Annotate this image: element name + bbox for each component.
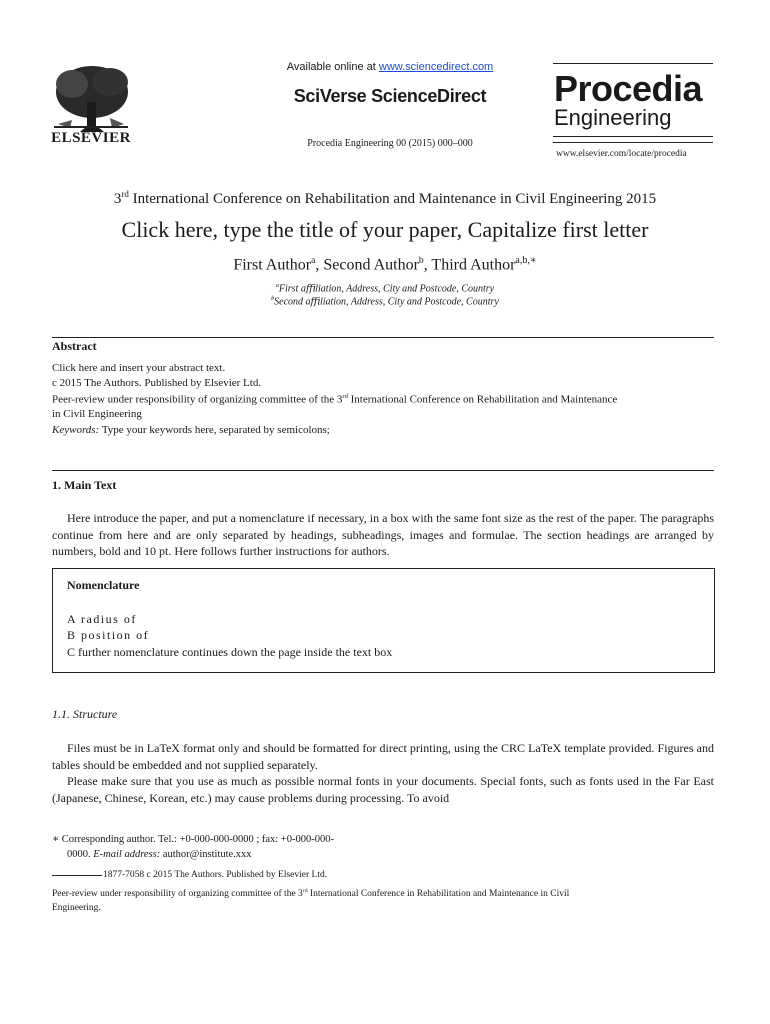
procedia-rule xyxy=(553,136,713,137)
procedia-url[interactable]: www.elsevier.com/locate/procedia xyxy=(556,149,687,159)
conference-number: 3 xyxy=(113,191,122,207)
structure-paragraph-2: Please make sure that you use as much as possible normal fonts in your documents. Special fonts, such as fonts used in the Far East (Japanese, Chinese, Korean, etc.) may cause problems during processing. To avoid xyxy=(52,774,714,805)
abstract-heading: Abstract xyxy=(52,339,97,353)
footer-peer-review xyxy=(52,884,692,915)
author-list xyxy=(40,255,730,274)
footnote-line-2 xyxy=(52,847,472,862)
paper-title[interactable]: Click here, type the title of your paper, Capitalize first letter xyxy=(121,217,649,242)
peer-review-line-2: in Civil Engineering xyxy=(52,408,142,420)
peer-review-line xyxy=(52,393,717,406)
footnote-line-1: ∗ Corresponding author. Tel.: +0-000-000-0000 ; fax: +0-000-000- xyxy=(52,834,334,845)
journal-citation: Procedia Engineering 00 (2015) 000–000 xyxy=(307,138,473,149)
affiliation-2-sup: b xyxy=(271,296,275,302)
footer-peer-prefix: Peer-review under responsibility of organizing committee of the 3 xyxy=(52,889,303,900)
keywords-text[interactable]: Type your keywords here, separated by semicolons; xyxy=(99,424,330,436)
conference-sup: rd xyxy=(121,189,129,199)
author-2-sup: b xyxy=(418,255,424,266)
footnote-fax-end: 0000. xyxy=(67,849,91,860)
footer-rule xyxy=(52,875,102,876)
sciencedirect-link[interactable]: www.sciencedirect.com xyxy=(378,61,494,73)
keywords-label: Keywords: xyxy=(52,424,100,436)
author-3: , Third Author xyxy=(423,256,516,274)
copyright-line: c 2015 The Authors. Published by Elsevier Ltd. xyxy=(52,377,262,389)
author-3-sup: a,b,∗ xyxy=(515,255,537,266)
peer-review-sup: rd xyxy=(342,393,348,400)
footer-peer-line-2: Engineering. xyxy=(52,903,101,914)
keywords-line xyxy=(52,424,717,436)
abstract-text[interactable]: Click here and insert your abstract text. xyxy=(52,362,226,374)
footer-peer-rest: International Conference in Rehabilitation and Maintenance in Civil xyxy=(307,889,570,900)
email-address[interactable]: author@institute.xxx xyxy=(160,849,252,860)
affiliation-1-text: First aﬃliation, Address, City and Postcode, Country xyxy=(278,283,495,295)
corresponding-author-footnote xyxy=(52,832,472,862)
sciverse-logo-text: SciVerse ScienceDirect xyxy=(293,86,487,106)
affiliation-1-sup: a xyxy=(275,283,279,289)
procedia-top-rule xyxy=(553,63,713,64)
procedia-rule xyxy=(553,142,713,143)
author-2: , Second Author xyxy=(315,256,419,274)
conference-rest: International Conference on Rehabilitation and Maintenance in Civil Engineering 2015 xyxy=(128,191,657,207)
elsevier-wordmark: ELSEVIER xyxy=(51,130,131,146)
email-label: E-mail address: xyxy=(90,849,161,860)
peer-review-prefix: Peer-review under responsibility of organizing committee of the 3 xyxy=(52,393,343,406)
affiliation-2-text: Second aﬃliation, Address, City and Postcode, Country xyxy=(274,296,499,308)
main-rule xyxy=(52,470,714,471)
abstract-rule xyxy=(52,337,714,338)
available-online xyxy=(200,61,580,73)
section-heading-main-text: 1. Main Text xyxy=(52,478,117,492)
subsection-heading-structure: 1.1. Structure xyxy=(52,707,118,721)
nomenclature-heading: Nomenclature xyxy=(67,578,140,592)
author-1-sup: a xyxy=(311,255,316,266)
issn-line: 1877-7058 c 2015 The Authors. Published by Elsevier Ltd. xyxy=(103,870,328,880)
author-1: First Author xyxy=(233,256,312,274)
main-paragraph: Here introduce the paper, and put a nomenclature if necessary, in a box with the same font size as the rest of the paper. The paragraphs continue from here and are only separated by headings, subheadings, images and formulae. The section headings are arranged by numbers, bold and 10 pt. Here follows further instructions for authors. xyxy=(52,511,714,558)
nomenclature-item: C further nomenclature continues down the page inside the text box xyxy=(67,645,393,659)
available-prefix: Available online at xyxy=(286,61,379,73)
affiliation-1 xyxy=(40,283,730,294)
nomenclature-item: B position of xyxy=(67,628,150,642)
procedia-title: Procedia xyxy=(554,68,703,109)
footer-peer-sup: rd xyxy=(302,888,308,894)
peer-review-rest: International Conference on Rehabilitation and Maintenance xyxy=(347,393,618,406)
structure-paragraph-1: Files must be in LaTeX format only and should be formatted for direct printing, using the CRC LaTeX template provided. Figures and tables should be embedded and not supplied separately. xyxy=(52,741,714,772)
nomenclature-item: A radius of xyxy=(67,612,137,626)
conference-name xyxy=(40,189,730,208)
procedia-subtitle: Engineering xyxy=(554,105,672,130)
affiliation-2 xyxy=(40,296,730,307)
